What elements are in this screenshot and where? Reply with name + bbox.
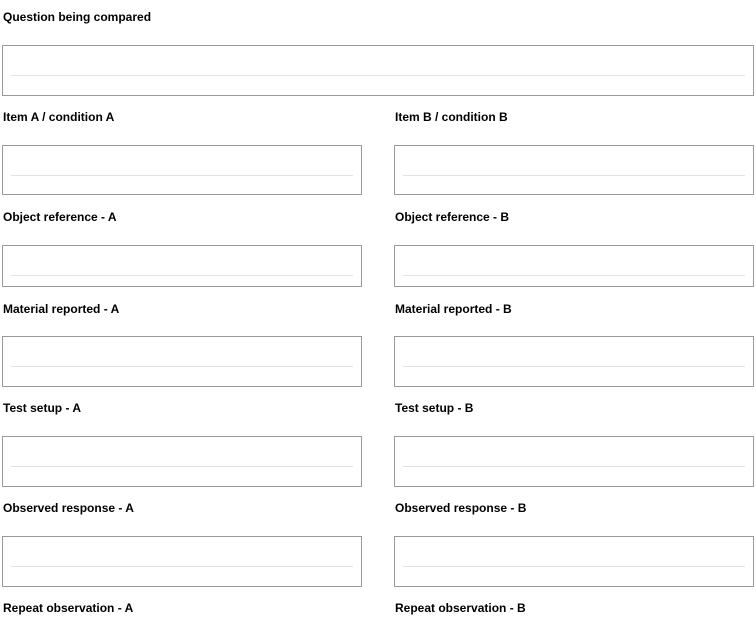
observed-response-a-label: Observed response - A bbox=[3, 501, 134, 515]
material-reported-a-field[interactable] bbox=[2, 336, 362, 387]
object-reference-b-label: Object reference - B bbox=[395, 210, 510, 224]
material-reported-a-label: Material reported - A bbox=[3, 302, 120, 316]
field-guideline bbox=[403, 566, 745, 567]
field-guideline bbox=[403, 275, 745, 276]
object-reference-b-field[interactable] bbox=[394, 245, 754, 287]
field-guideline bbox=[11, 366, 353, 367]
object-reference-a-label: Object reference - A bbox=[3, 210, 117, 224]
item-a-label: Item A / condition A bbox=[3, 110, 115, 124]
field-guideline bbox=[403, 366, 745, 367]
observed-response-b-label: Observed response - B bbox=[395, 501, 527, 515]
test-setup-b-label: Test setup - B bbox=[395, 401, 474, 415]
object-reference-a-field[interactable] bbox=[2, 245, 362, 287]
test-setup-a-label: Test setup - A bbox=[3, 401, 82, 415]
field-guideline bbox=[403, 466, 745, 467]
item-a-field[interactable] bbox=[2, 145, 362, 195]
field-guideline bbox=[11, 466, 353, 467]
question-field[interactable] bbox=[2, 45, 754, 96]
field-guideline bbox=[11, 175, 353, 176]
observed-response-b-field[interactable] bbox=[394, 536, 754, 587]
test-setup-a-field[interactable] bbox=[2, 436, 362, 487]
repeat-observation-a-label: Repeat observation - A bbox=[3, 601, 134, 615]
item-b-field[interactable] bbox=[394, 145, 754, 195]
field-guideline bbox=[403, 175, 745, 176]
question-label: Question being compared bbox=[3, 10, 152, 24]
material-reported-b-field[interactable] bbox=[394, 336, 754, 387]
item-b-label: Item B / condition B bbox=[395, 110, 508, 124]
material-reported-b-label: Material reported - B bbox=[395, 302, 512, 316]
test-setup-b-field[interactable] bbox=[394, 436, 754, 487]
repeat-observation-b-label: Repeat observation - B bbox=[395, 601, 526, 615]
field-guideline bbox=[11, 75, 745, 76]
field-guideline bbox=[11, 566, 353, 567]
observed-response-a-field[interactable] bbox=[2, 536, 362, 587]
field-guideline bbox=[11, 275, 353, 276]
